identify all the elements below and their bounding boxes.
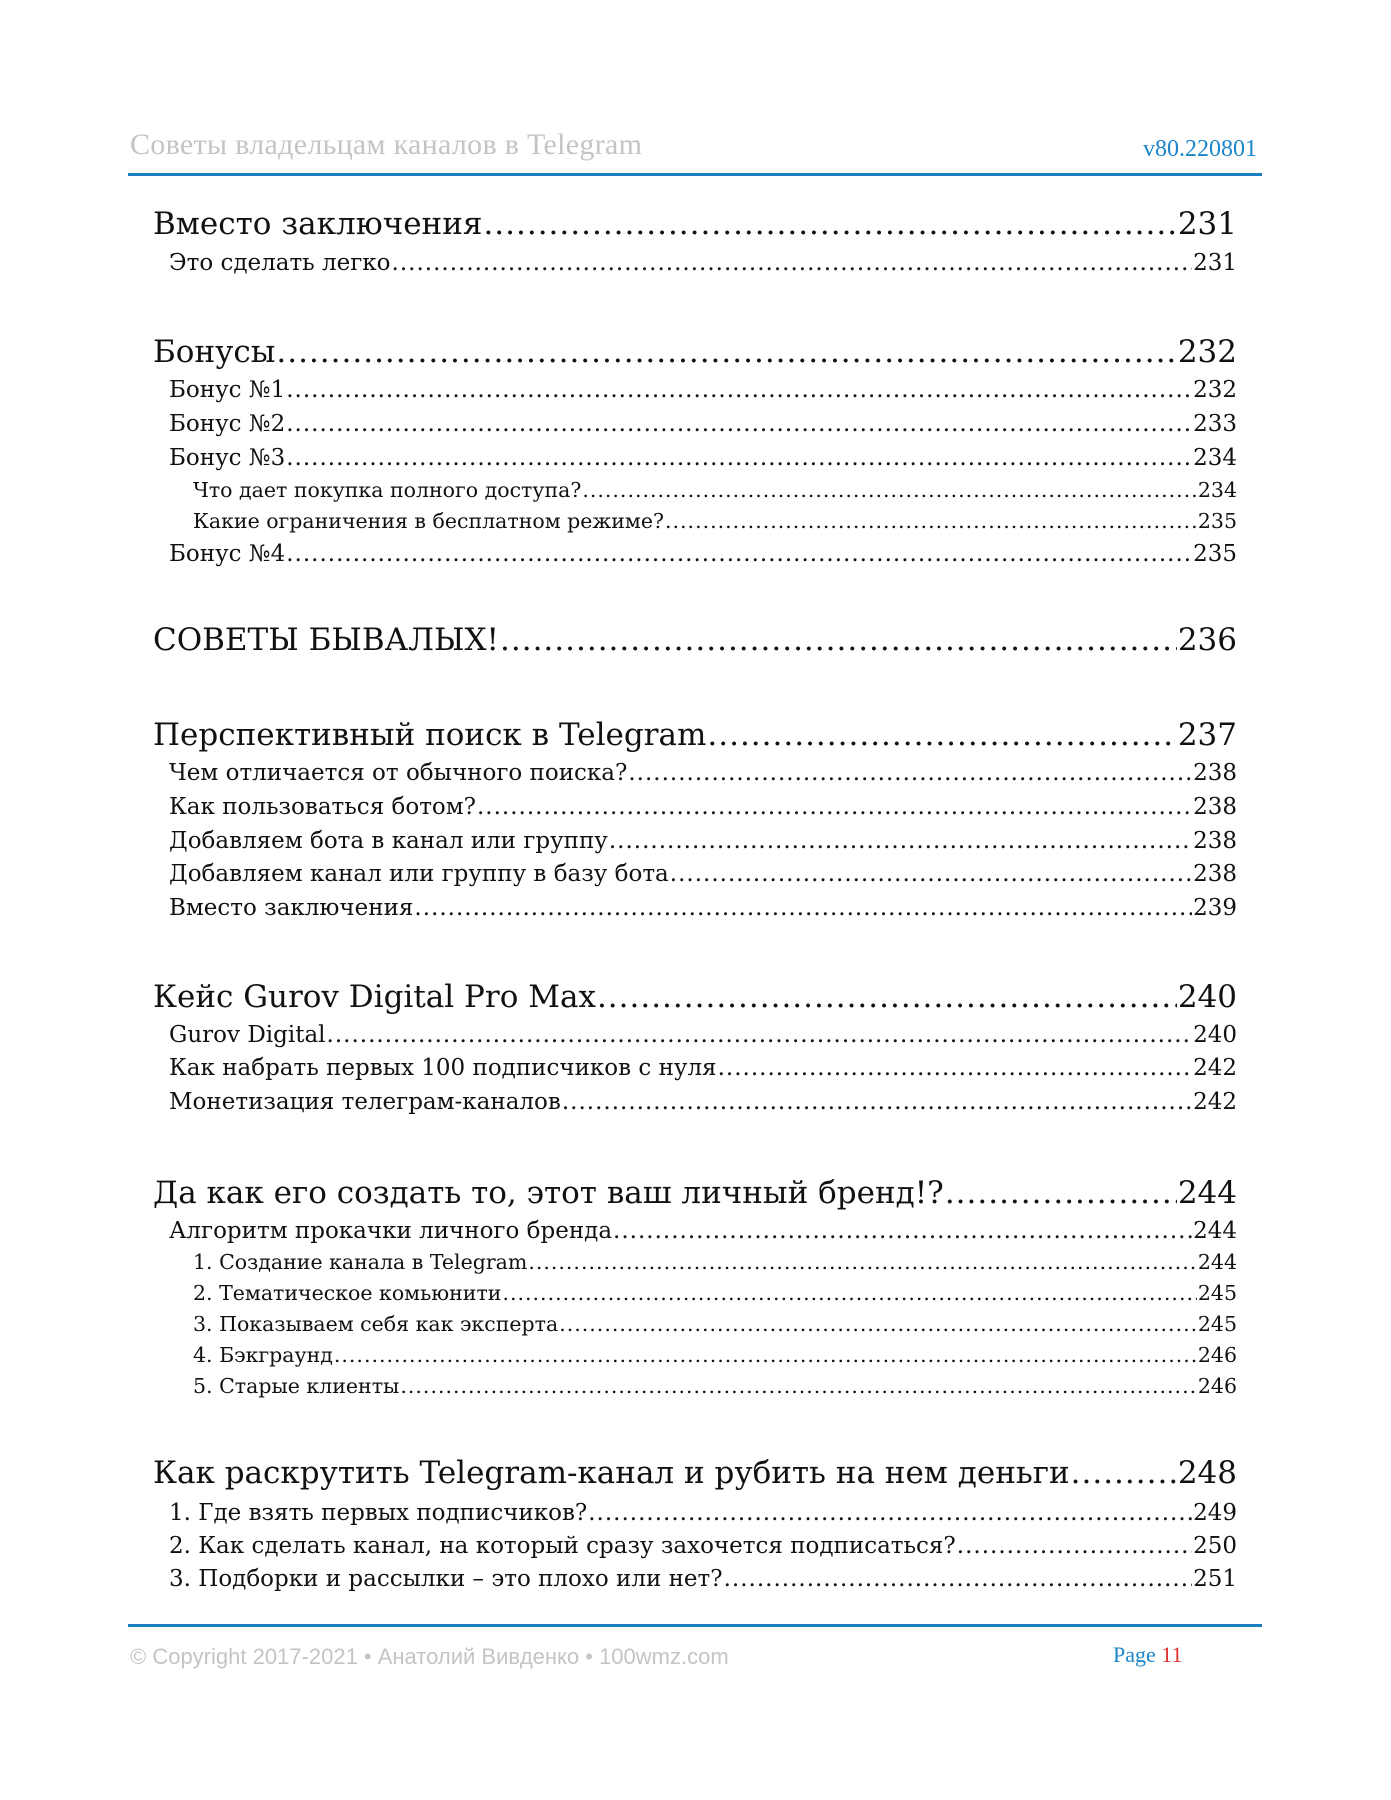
- dot-leader: [613, 1218, 1192, 1244]
- toc-entry-page: 242: [1193, 1089, 1237, 1115]
- dot-leader: [957, 1533, 1192, 1559]
- toc-entry-label: Это сделать легко: [169, 250, 391, 276]
- toc-entry-page: 240: [1193, 1022, 1237, 1048]
- toc-entry-page: 250: [1193, 1533, 1237, 1559]
- toc-entry-page: 238: [1193, 760, 1237, 786]
- version-label: v80.220801: [1143, 136, 1257, 162]
- toc-entry[interactable]: [193, 1374, 1237, 1398]
- dot-leader: [670, 861, 1192, 887]
- toc-entry[interactable]: [193, 1250, 1237, 1274]
- toc-entry[interactable]: [169, 1533, 1237, 1559]
- toc-entry-label: 3. Показываем себя как эксперта: [193, 1312, 559, 1336]
- toc-entry-label: Что дает покупка полного доступа?: [193, 478, 582, 502]
- toc-entry[interactable]: [153, 1175, 1237, 1211]
- toc-entry-label: Какие ограничения в бесплатном режиме?: [193, 509, 664, 533]
- toc-entry-page: 234: [1197, 478, 1237, 502]
- toc-entry[interactable]: [169, 1566, 1237, 1592]
- toc-entry[interactable]: [169, 1218, 1237, 1244]
- toc-entry-label: 4. Бэкграунд: [193, 1343, 333, 1367]
- toc-entry[interactable]: [193, 1312, 1237, 1336]
- toc-entry[interactable]: [153, 334, 1237, 370]
- toc-entry-label: СОВЕТЫ БЫВАЛЫХ!: [153, 622, 500, 658]
- toc-entry[interactable]: [169, 1089, 1237, 1115]
- toc-entry-page: 244: [1177, 1175, 1237, 1211]
- toc-entry-label: 3. Подборки и рассылки – это плохо или нет?: [169, 1566, 723, 1592]
- toc-entry[interactable]: [169, 250, 1237, 276]
- toc-entry[interactable]: [169, 377, 1237, 403]
- toc-entry-page: 240: [1177, 979, 1237, 1015]
- footer-divider: [128, 1624, 1262, 1627]
- toc-entry-label: Как пользоваться ботом?: [169, 794, 476, 820]
- toc-entry[interactable]: [169, 895, 1237, 921]
- toc-entry-label: Алгоритм прокачки личного бренда: [169, 1218, 613, 1244]
- dot-leader: [502, 1281, 1196, 1305]
- toc-entry-label: Бонусы: [153, 334, 276, 370]
- toc-entry-page: 237: [1177, 717, 1237, 753]
- toc-entry[interactable]: [153, 717, 1237, 753]
- toc-entry-label: Добавляем канал или группу в базу бота: [169, 861, 669, 887]
- toc-entry-page: 251: [1193, 1566, 1237, 1592]
- toc-entry-page: 231: [1193, 250, 1237, 276]
- toc-entry-page: 236: [1177, 622, 1237, 658]
- toc-entry-label: Gurov Digital: [169, 1022, 326, 1048]
- dot-leader: [588, 1500, 1192, 1526]
- dot-leader: [559, 1312, 1197, 1336]
- page-number-value: 11: [1161, 1642, 1183, 1667]
- dot-leader: [327, 1022, 1193, 1048]
- toc-entry[interactable]: [169, 1500, 1237, 1526]
- toc-entry[interactable]: [153, 206, 1237, 242]
- toc-entry[interactable]: [169, 411, 1237, 437]
- toc-entry[interactable]: [193, 1281, 1237, 1305]
- dot-leader: [1071, 1455, 1177, 1491]
- toc-entry-label: Бонус №2: [169, 411, 286, 437]
- footer-copyright: © Copyright 2017-2021 • Анатолий Вивденко • 100wmz.com: [130, 1644, 729, 1669]
- toc-entry[interactable]: [169, 541, 1237, 567]
- dot-leader: [286, 445, 1192, 471]
- toc-entry-label: 2. Тематическое комьюнити: [193, 1281, 502, 1305]
- dot-leader: [286, 377, 1192, 403]
- toc-entry[interactable]: [169, 828, 1237, 854]
- running-header-title: Советы владельцам каналов в Telegram: [130, 128, 643, 161]
- toc-entry-page: 232: [1193, 377, 1237, 403]
- toc-entry-page: 248: [1177, 1455, 1237, 1491]
- toc-entry-page: 235: [1197, 509, 1237, 533]
- toc-entry-page: 231: [1177, 206, 1237, 242]
- toc-entry-label: Перспективный поиск в Telegram: [153, 717, 707, 753]
- dot-leader: [628, 760, 1192, 786]
- toc-entry-label: Добавляем бота в канал или группу: [169, 828, 608, 854]
- toc-entry-page: 246: [1197, 1374, 1237, 1398]
- toc-entry-label: Бонус №1: [169, 377, 286, 403]
- page-word: Page: [1113, 1642, 1156, 1667]
- toc-entry-label: Как раскрутить Telegram-канал и рубить на нем деньги: [153, 1455, 1070, 1491]
- toc-entry-label: Кейс Gurov Digital Pro Max: [153, 979, 596, 1015]
- toc-entry[interactable]: [169, 1055, 1237, 1081]
- toc-entry-page: 238: [1193, 861, 1237, 887]
- toc-entry-page: 235: [1193, 541, 1237, 567]
- dot-leader: [400, 1374, 1196, 1398]
- toc-entry-label: Бонус №4: [169, 541, 286, 567]
- toc-entry-label: Бонус №3: [169, 445, 286, 471]
- toc-entry-label: Вместо заключения: [153, 206, 483, 242]
- page-number: [1113, 1642, 1182, 1668]
- toc-entry-page: 246: [1197, 1343, 1237, 1367]
- toc-entry-page: 233: [1193, 411, 1237, 437]
- toc-entry[interactable]: [169, 445, 1237, 471]
- header-divider: [128, 173, 1262, 176]
- dot-leader: [609, 828, 1192, 854]
- toc-entry-page: 232: [1177, 334, 1237, 370]
- dot-leader: [276, 334, 1176, 370]
- toc-entry[interactable]: [153, 622, 1237, 658]
- toc-entry-page: 244: [1197, 1250, 1237, 1274]
- toc-entry[interactable]: [169, 794, 1237, 820]
- dot-leader: [500, 622, 1177, 658]
- dot-leader: [582, 478, 1197, 502]
- toc-entry[interactable]: [169, 1022, 1237, 1048]
- toc-entry-page: 238: [1193, 828, 1237, 854]
- toc-entry[interactable]: [193, 1343, 1237, 1367]
- dot-leader: [724, 1566, 1192, 1592]
- dot-leader: [334, 1343, 1197, 1367]
- dot-leader: [562, 1089, 1192, 1115]
- dot-leader: [392, 250, 1193, 276]
- toc-entry-label: Монетизация телеграм-каналов: [169, 1089, 561, 1115]
- dot-leader: [477, 794, 1192, 820]
- toc-entry-label: Вместо заключения: [169, 895, 414, 921]
- dot-leader: [483, 206, 1176, 242]
- dot-leader: [665, 509, 1197, 533]
- dot-leader: [945, 1175, 1177, 1211]
- toc-entry-page: 242: [1193, 1055, 1237, 1081]
- toc-entry[interactable]: [169, 760, 1237, 786]
- toc-entry-label: 1. Создание канала в Telegram: [193, 1250, 528, 1274]
- dot-leader: [286, 541, 1192, 567]
- toc-entry[interactable]: [169, 861, 1237, 887]
- toc-entry-page: 239: [1193, 895, 1237, 921]
- toc-entry[interactable]: [153, 1455, 1237, 1491]
- dot-leader: [718, 1055, 1193, 1081]
- toc-entry-page: 234: [1193, 445, 1237, 471]
- toc-entry-label: 5. Старые клиенты: [193, 1374, 400, 1398]
- dot-leader: [528, 1250, 1197, 1274]
- toc-entry-page: 245: [1197, 1281, 1237, 1305]
- toc-entry[interactable]: [193, 478, 1237, 502]
- dot-leader: [414, 895, 1192, 921]
- toc-entry-page: 245: [1197, 1312, 1237, 1336]
- toc-entry-page: 249: [1193, 1500, 1237, 1526]
- toc-entry-label: 1. Где взять первых подписчиков?: [169, 1500, 588, 1526]
- toc-entry-label: Как набрать первых 100 подписчиков с нуля: [169, 1055, 717, 1081]
- toc-entry-label: Чем отличается от обычного поиска?: [169, 760, 628, 786]
- toc-entry[interactable]: [153, 979, 1237, 1015]
- dot-leader: [707, 717, 1176, 753]
- toc-entry-page: 238: [1193, 794, 1237, 820]
- dot-leader: [597, 979, 1177, 1015]
- toc-entry-label: Да как его создать то, этот ваш личный бренд!?: [153, 1175, 944, 1211]
- toc-entry-page: 244: [1193, 1218, 1237, 1244]
- toc-entry[interactable]: [193, 509, 1237, 533]
- dot-leader: [286, 411, 1192, 437]
- toc-entry-label: 2. Как сделать канал, на который сразу захочется подписаться?: [169, 1533, 956, 1559]
